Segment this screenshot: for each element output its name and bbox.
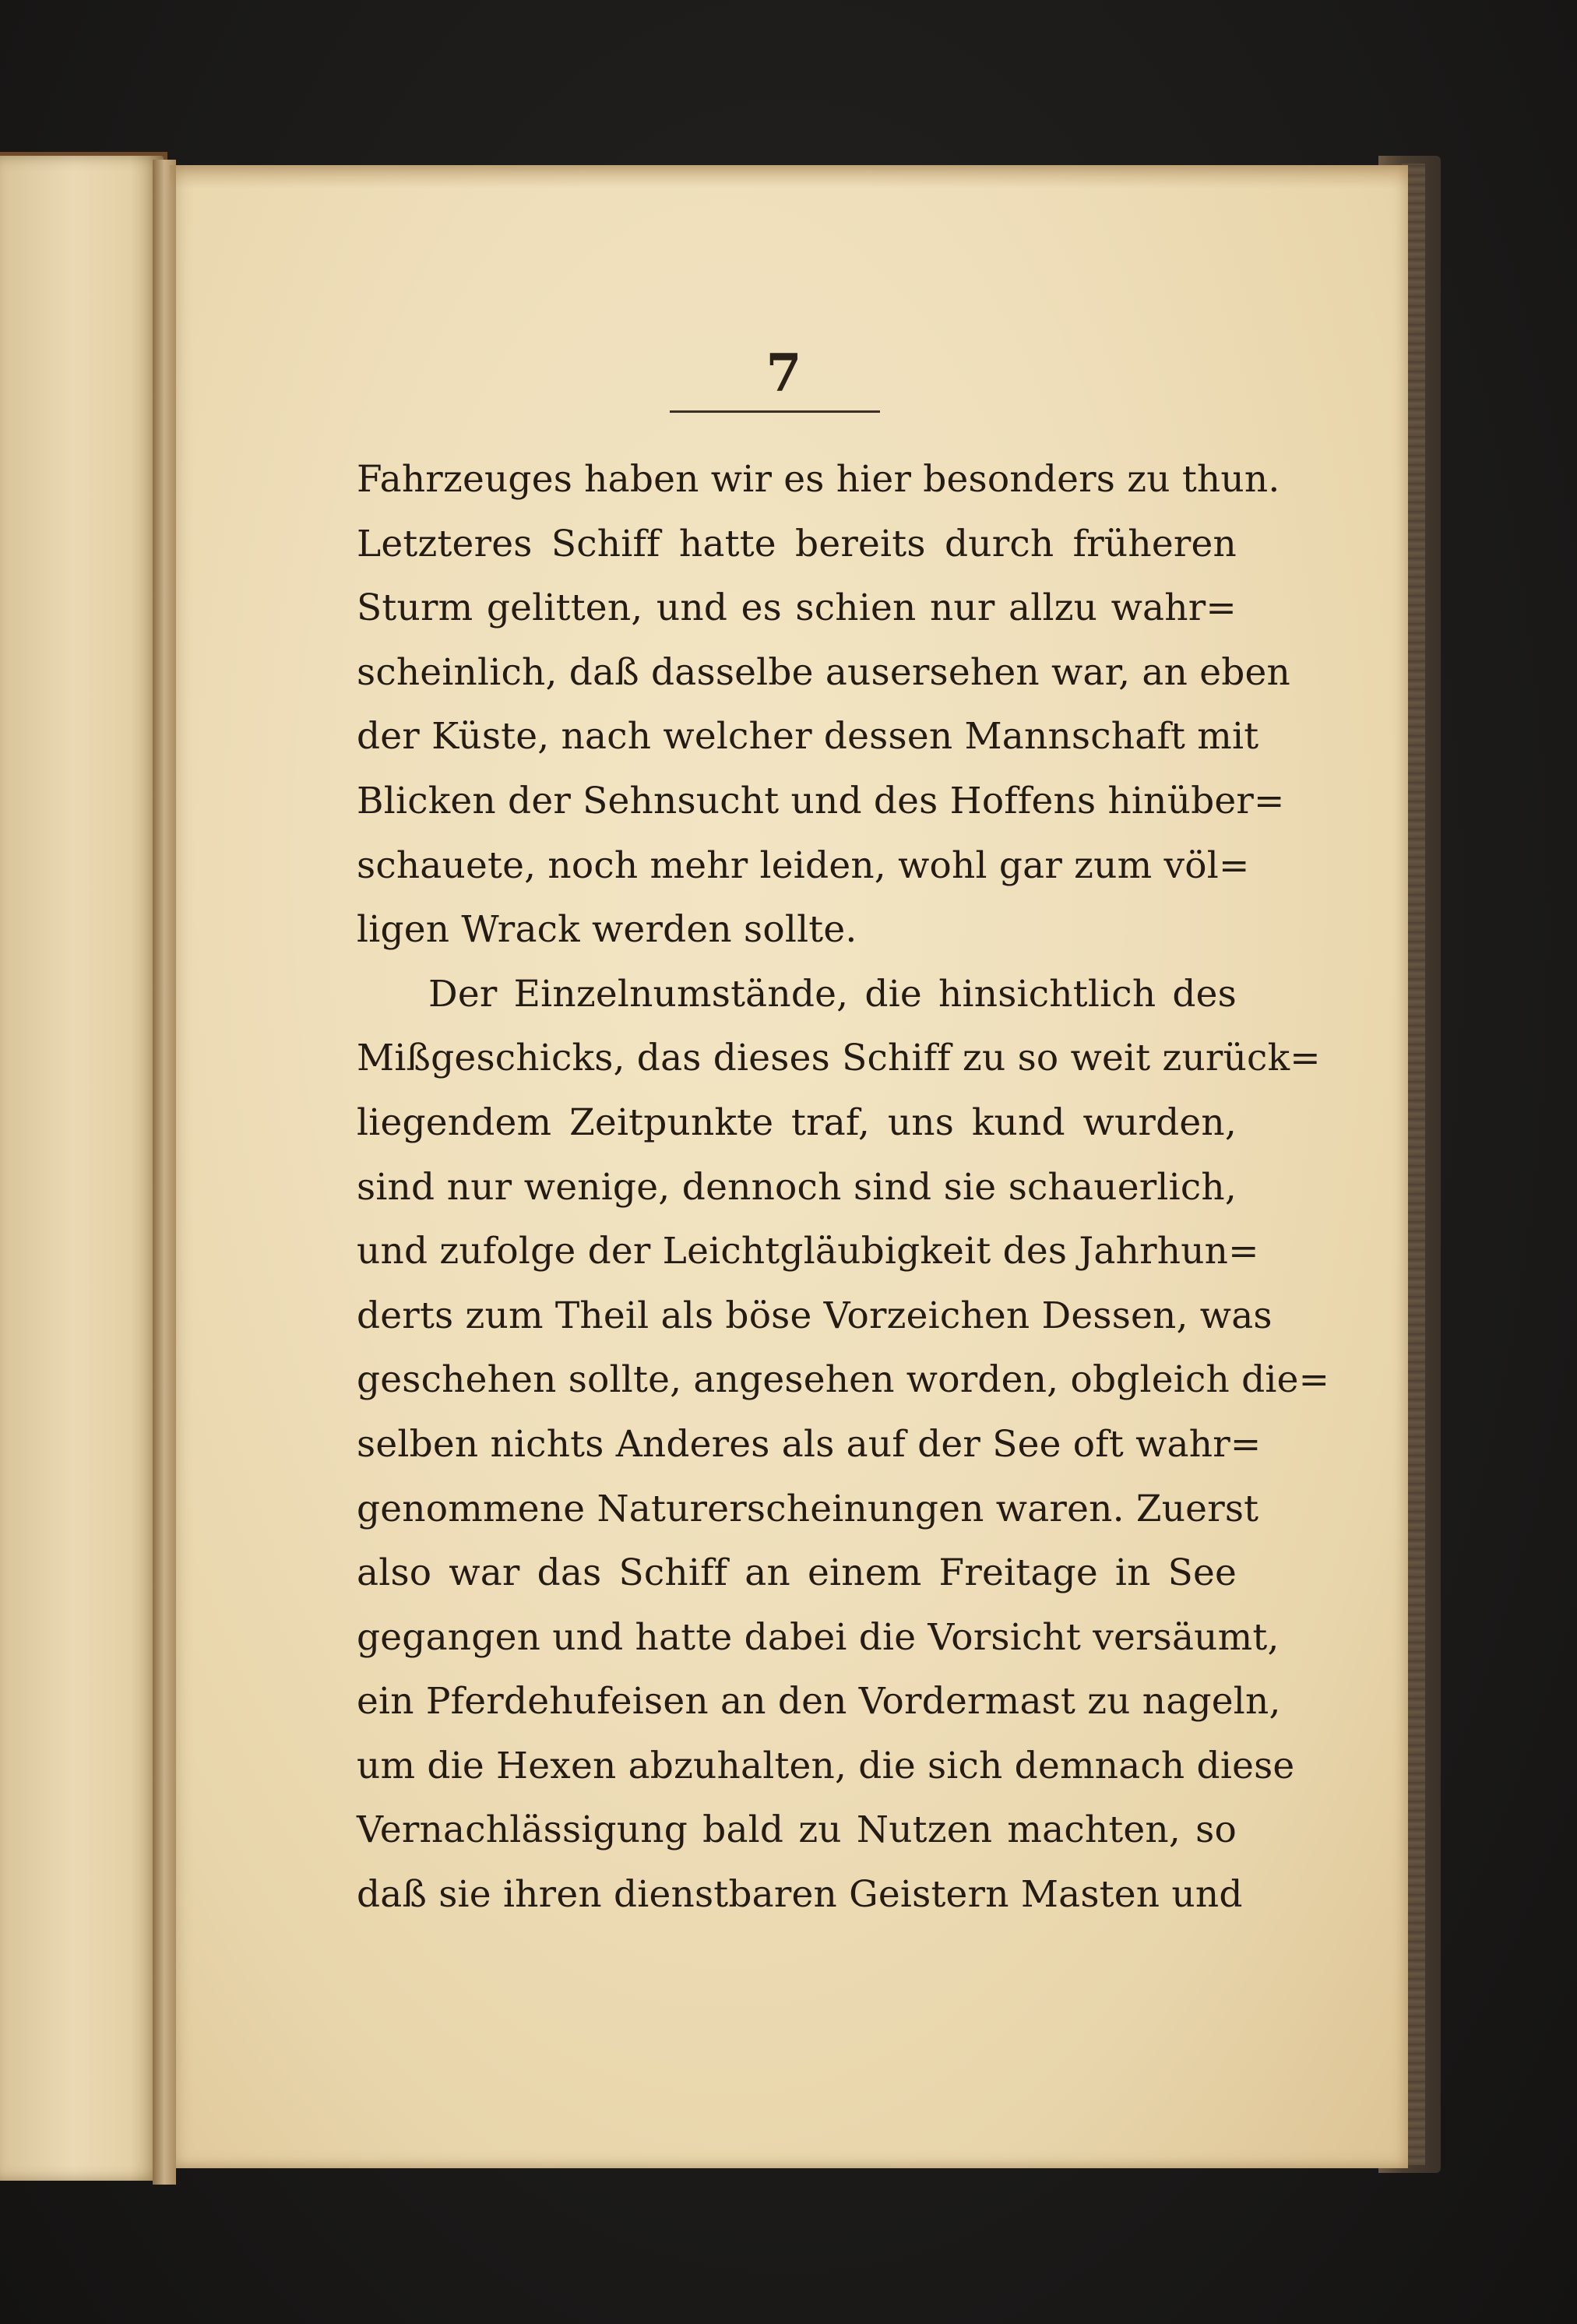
text-line: Fahrzeuges haben wir es hier besonders zu thun. — [357, 458, 1280, 501]
body-text — [357, 448, 1330, 1928]
text-line: ligen Wrack werden sollte. — [357, 908, 857, 952]
text-line: um die Hexen abzuhalten, die sich demnach diese — [357, 1744, 1295, 1787]
book-gutter — [153, 160, 176, 2185]
text-line: derts zum Theil als böse Vorzeichen Dessen, was — [357, 1294, 1273, 1337]
text-line: scheinlich, daß dasselbe ausersehen war, an eben — [357, 650, 1291, 694]
page-number-rule — [670, 410, 880, 413]
text-line: also war das Schiff an einem Freitage in See — [357, 1551, 1237, 1595]
text-line: der Küste, nach welcher dessen Mannschaft mit — [357, 715, 1259, 759]
page-top-shadow — [170, 165, 1408, 188]
text-line: Der Einzelnumstände, die hinsichtlich des — [428, 972, 1237, 1016]
text-line: daß sie ihren dienstbaren Geistern Masten und — [357, 1873, 1243, 1917]
text-line: Sturm gelitten, und es schien nur allzu wahr= — [357, 586, 1237, 630]
text-line: genommene Naturerscheinungen waren. Zuerst — [357, 1487, 1259, 1530]
text-line: schauete, noch mehr leiden, wohl gar zum völ= — [357, 843, 1250, 887]
page-number-text: 7 — [766, 343, 802, 403]
text-line: liegendem Zeitpunkte traf, uns kund wurden, — [357, 1100, 1237, 1144]
text-line: selben nichts Anderes als auf der See oft wahr= — [357, 1422, 1262, 1466]
text-line: Vernachlässigung bald zu Nutzen machten, so — [357, 1808, 1237, 1852]
text-line: Blicken der Sehnsucht und des Hoffens hinüber= — [357, 779, 1285, 822]
text-line: ein Pferdehufeisen an den Vordermast zu nageln, — [357, 1680, 1281, 1724]
previous-page-edge — [0, 156, 164, 2181]
text-line: Mißgeschicks, das dieses Schiff zu so weit zurück= — [357, 1037, 1321, 1080]
text-line: und zufolge der Leichtgläubigkeit des Jahrhun= — [357, 1230, 1259, 1273]
text-line: gegangen und hatte dabei die Vorsicht versäumt, — [357, 1615, 1280, 1659]
text-line: sind nur wenige, dennoch sind sie schauerlich, — [357, 1165, 1237, 1209]
text-line: geschehen sollte, angesehen worden, obgleich die= — [357, 1358, 1330, 1402]
page-number — [0, 343, 1577, 403]
text-line: Letzteres Schiff hatte bereits durch früheren — [357, 522, 1237, 565]
